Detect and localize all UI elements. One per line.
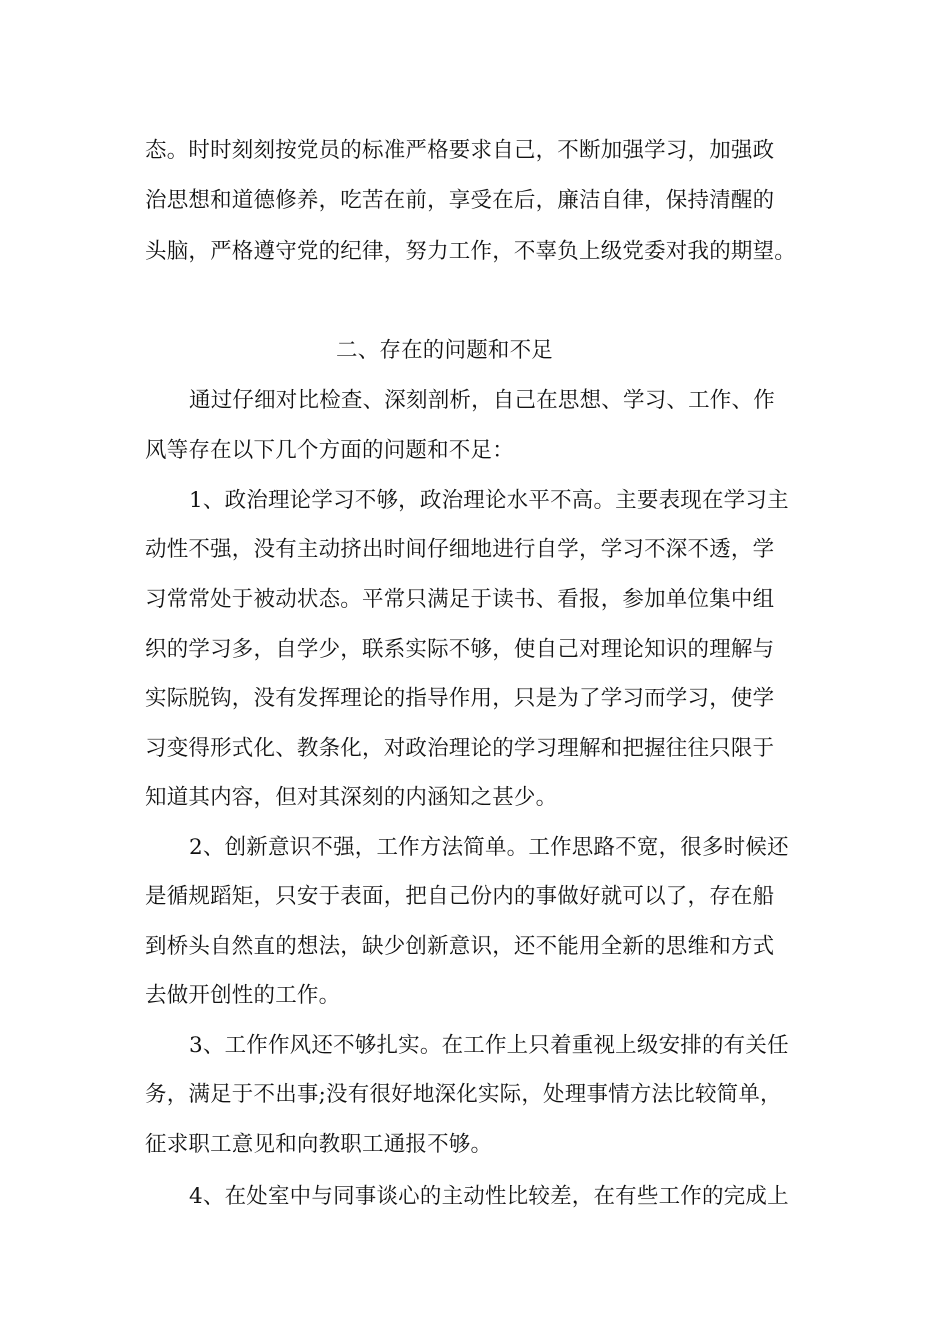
paragraph-line: 通过仔细对比检查、深刻剖析，自己在思想、学习、工作、作 (189, 388, 775, 413)
paragraph-line: 务，满足于不出事;没有很好地深化实际，处理事情方法比较简单， (145, 1082, 782, 1107)
paragraph-line: 态。时时刻刻按党员的标准严格要求自己，不断加强学习，加强政 (145, 138, 775, 163)
paragraph-line: 去做开创性的工作。 (145, 983, 341, 1008)
paragraph-line: 动性不强，没有主动挤出时间仔细地进行自学，学习不深不透，学 (145, 537, 775, 562)
paragraph-line: 知道其内容，但对其深刻的内涵知之甚少。 (145, 785, 558, 810)
paragraph-line: 征求职工意见和向教职工通报不够。 (145, 1132, 493, 1157)
paragraph-line: 是循规蹈矩，只安于表面，把自己份内的事做好就可以了，存在船 (145, 884, 775, 909)
paragraph-line: 2、创新意识不强，工作方法简单。工作思路不宽，很多时候还 (189, 835, 789, 860)
paragraph-line: 头脑，严格遵守党的纪律，努力工作，不辜负上级党委对我的期望。 (145, 239, 797, 264)
paragraph-line: 3、工作作风还不够扎实。在工作上只着重视上级安排的有关任 (189, 1033, 789, 1058)
paragraph-line: 治思想和道德修养，吃苦在前，享受在后，廉洁自律，保持清醒的 (145, 188, 775, 213)
section-heading: 二、存在的问题和不足 (336, 338, 554, 363)
paragraph-line: 风等存在以下几个方面的问题和不足： (145, 438, 514, 463)
paragraph-line: 织的学习多，自学少，联系实际不够，使自己对理论知识的理解与 (145, 637, 775, 662)
paragraph-line: 到桥头自然直的想法，缺少创新意识，还不能用全新的思维和方式 (145, 934, 775, 959)
paragraph-line: 1、政治理论学习不够，政治理论水平不高。主要表现在学习主 (189, 488, 789, 513)
paragraph-line: 习变得形式化、教条化，对政治理论的学习理解和把握往往只限于 (145, 736, 775, 761)
paragraph-line: 4、在处室中与同事谈心的主动性比较差，在有些工作的完成上 (189, 1184, 789, 1209)
paragraph-line: 习常常处于被动状态。平常只满足于读书、看报，参加单位集中组 (145, 587, 775, 612)
paragraph-line: 实际脱钩，没有发挥理论的指导作用，只是为了学习而学习，使学 (145, 686, 775, 711)
